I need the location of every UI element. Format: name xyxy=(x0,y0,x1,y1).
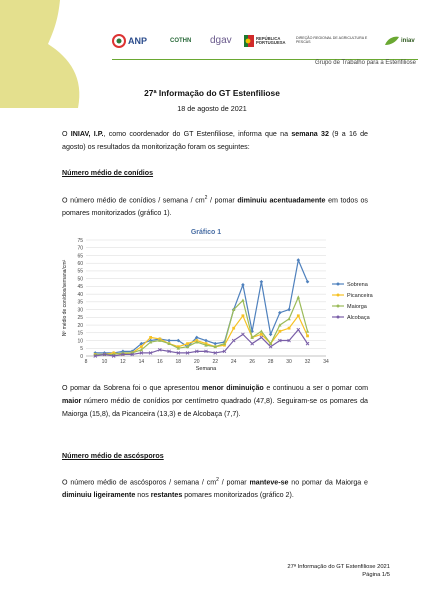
y-tick-label: 45 xyxy=(77,284,83,291)
legend-marker-maiorga xyxy=(337,305,340,308)
point-picanceira xyxy=(149,336,152,339)
x-tick-label: 28 xyxy=(267,359,274,365)
x-tick-label: 22 xyxy=(212,359,219,365)
legend-marker-sobrena xyxy=(337,283,340,286)
results-bold-1: menor diminuição xyxy=(202,384,264,392)
iniav-logo-text: iniav xyxy=(401,38,415,44)
dgav-logo-text: dgav xyxy=(210,35,232,46)
intro-text-1: O xyxy=(62,130,71,138)
point-sobrena xyxy=(287,308,291,312)
y-tick-label: 5 xyxy=(80,346,83,353)
iniav-logo xyxy=(384,32,418,50)
chart-title: Gráfico 1 xyxy=(190,229,222,236)
republica-flag-icon xyxy=(244,35,254,47)
y-tick-label: 40 xyxy=(77,291,83,298)
y-tick-label: 55 xyxy=(77,268,83,275)
x-tick-label: 26 xyxy=(249,359,255,365)
asco-text-2: / pomar xyxy=(218,478,250,487)
x-tick-label: 30 xyxy=(286,359,292,365)
section-heading-conidios: Número médio de conídios xyxy=(62,169,154,177)
legend-label-sobrena: Sobrena xyxy=(347,282,368,288)
drap-logo-text: DIREÇÃO REGIONAL DE AGRICULTURA E PESCAS xyxy=(296,36,368,44)
results-text-3: número médio de conídios por centímetro quadrado (47,8). Seguiram-se os pomares da Maiorga (15,8), da Picanceira (13,3) e de Alcobaça (7,7). xyxy=(62,397,368,418)
y-tick-label: 20 xyxy=(77,322,83,329)
results-paragraph xyxy=(62,382,368,421)
intro-bold-semana: semana 32 xyxy=(291,130,329,138)
y-tick-label: 0 xyxy=(80,353,83,360)
x-tick-label: 34 xyxy=(323,359,329,365)
legend-label-maiorga: Maiorga xyxy=(347,304,367,310)
y-tick-label: 65 xyxy=(77,253,83,260)
section-heading-ascosporos: Número médio de ascósporos xyxy=(62,452,164,460)
intro-text-3: (9 a 16 de agosto) os resultados da monitorização foram os seguintes: xyxy=(62,130,368,151)
republica-logo xyxy=(244,32,290,50)
x-tick-label: 20 xyxy=(193,359,200,365)
point-sobrena xyxy=(306,280,310,284)
y-tick-label: 60 xyxy=(77,261,83,267)
point-sobrena xyxy=(167,339,171,343)
point-sobrena xyxy=(213,342,217,346)
x-tick-label: 32 xyxy=(304,359,311,365)
y-tick-label: 30 xyxy=(77,307,83,314)
conidios-sup: 2 xyxy=(204,195,208,201)
conidios-text-3: em todos os pomares monitorizados (gráfico 1). xyxy=(62,196,368,218)
x-axis-label: Semana xyxy=(195,366,217,372)
republica-logo-text: REPÚBLICA PORTUGUESA xyxy=(256,35,286,45)
x-tick-label: 24 xyxy=(230,359,237,365)
point-sobrena xyxy=(260,280,264,284)
conidios-text-1: O número médio de conídios / semana / cm xyxy=(62,196,205,205)
intro-text-2: , como coordenador do GT Estenfiliose, informa que na xyxy=(103,130,292,138)
conidios-text-2: / pomar xyxy=(207,196,238,205)
point-picanceira xyxy=(140,345,143,348)
y-tick-label: 25 xyxy=(77,315,83,322)
x-tick-label: 10 xyxy=(101,359,108,365)
iniav-leaf-icon xyxy=(384,36,400,46)
dgav-logo xyxy=(210,32,240,50)
results-bold-2: maior xyxy=(62,397,82,405)
asco-bold-3: restantes xyxy=(150,491,183,500)
y-tick-label: 50 xyxy=(77,276,83,283)
point-picanceira xyxy=(297,314,300,317)
ascosporos-paragraph xyxy=(62,474,368,502)
group-name: Grupo de Trabalho para a Estenfiliose xyxy=(314,60,416,66)
point-sobrena xyxy=(204,339,208,343)
conidios-line-chart xyxy=(56,226,376,376)
point-sobrena xyxy=(241,283,245,287)
partner-logos xyxy=(112,32,418,54)
asco-text-3: no pomar da Maiorga e xyxy=(288,478,368,487)
y-tick-label: 15 xyxy=(77,330,83,337)
asco-text-4: nos xyxy=(135,491,151,500)
legend-label-alcobaca: Alcobaça xyxy=(347,315,370,321)
x-tick-label: 18 xyxy=(175,359,182,365)
x-tick-label: 16 xyxy=(157,359,163,365)
asco-bold-2: diminuiu ligeiramente xyxy=(62,491,136,500)
conidios-paragraph xyxy=(62,192,368,220)
cothn-logo xyxy=(170,32,206,50)
results-text-2: e continuou a ser o pomar com xyxy=(263,384,369,392)
intro-paragraph xyxy=(62,128,368,154)
document-title: 27ª Informação do GT Estenfiliose xyxy=(144,88,280,98)
legend-label-picanceira: Picanceira xyxy=(347,293,373,299)
asco-text-1: O número médio de ascósporos / semana / cm xyxy=(62,478,217,487)
asco-text-5: pomares monitorizados (gráfico 2). xyxy=(182,491,294,500)
point-picanceira xyxy=(232,327,235,330)
point-maiorga xyxy=(241,299,244,302)
y-tick-label: 75 xyxy=(77,237,83,244)
asco-sup: 2 xyxy=(216,477,219,483)
y-tick-label: 35 xyxy=(77,299,83,306)
point-sobrena xyxy=(297,258,301,262)
point-picanceira xyxy=(186,342,189,345)
x-tick-label: 14 xyxy=(138,359,145,365)
x-tick-label: 12 xyxy=(120,359,126,365)
cothn-logo-text: COTHN xyxy=(170,38,192,44)
conidios-bold: diminuiu acentuadamente xyxy=(237,196,326,205)
anp-logo xyxy=(112,32,160,50)
point-maiorga xyxy=(260,329,263,332)
y-tick-label: 70 xyxy=(77,245,83,252)
x-tick-label: 8 xyxy=(84,359,88,365)
legend-marker-picanceira xyxy=(337,294,340,297)
drap-logo xyxy=(296,32,380,50)
point-maiorga xyxy=(297,295,300,298)
anp-logo-text: ANP xyxy=(128,35,148,46)
document-date: 18 de agosto de 2021 xyxy=(177,104,247,113)
footer-title: 27ª Informação do GT Estenfiliose 2021 xyxy=(287,564,390,570)
point-picanceira xyxy=(288,327,291,330)
y-tick-label: 10 xyxy=(77,338,83,345)
point-picanceira xyxy=(306,334,309,337)
point-sobrena xyxy=(269,333,273,337)
legend-marker-alcobaca xyxy=(337,316,340,319)
results-text-1: O pomar da Sobrena foi o que apresentou xyxy=(62,384,203,392)
series-line-maiorga xyxy=(95,297,307,354)
y-axis-label: Nº médio de conídios/semana/cm² xyxy=(62,259,68,337)
anp-logo-icon xyxy=(112,34,126,48)
point-picanceira xyxy=(242,314,245,317)
point-picanceira xyxy=(278,330,281,333)
asco-bold-1: manteve-se xyxy=(249,478,289,487)
point-maiorga xyxy=(306,329,309,332)
footer-page-number: Página 1/5 xyxy=(362,572,390,578)
series-line-sobrena xyxy=(95,260,307,353)
intro-bold-iniav: INIAV, I.P. xyxy=(70,130,104,138)
point-sobrena xyxy=(278,311,282,315)
